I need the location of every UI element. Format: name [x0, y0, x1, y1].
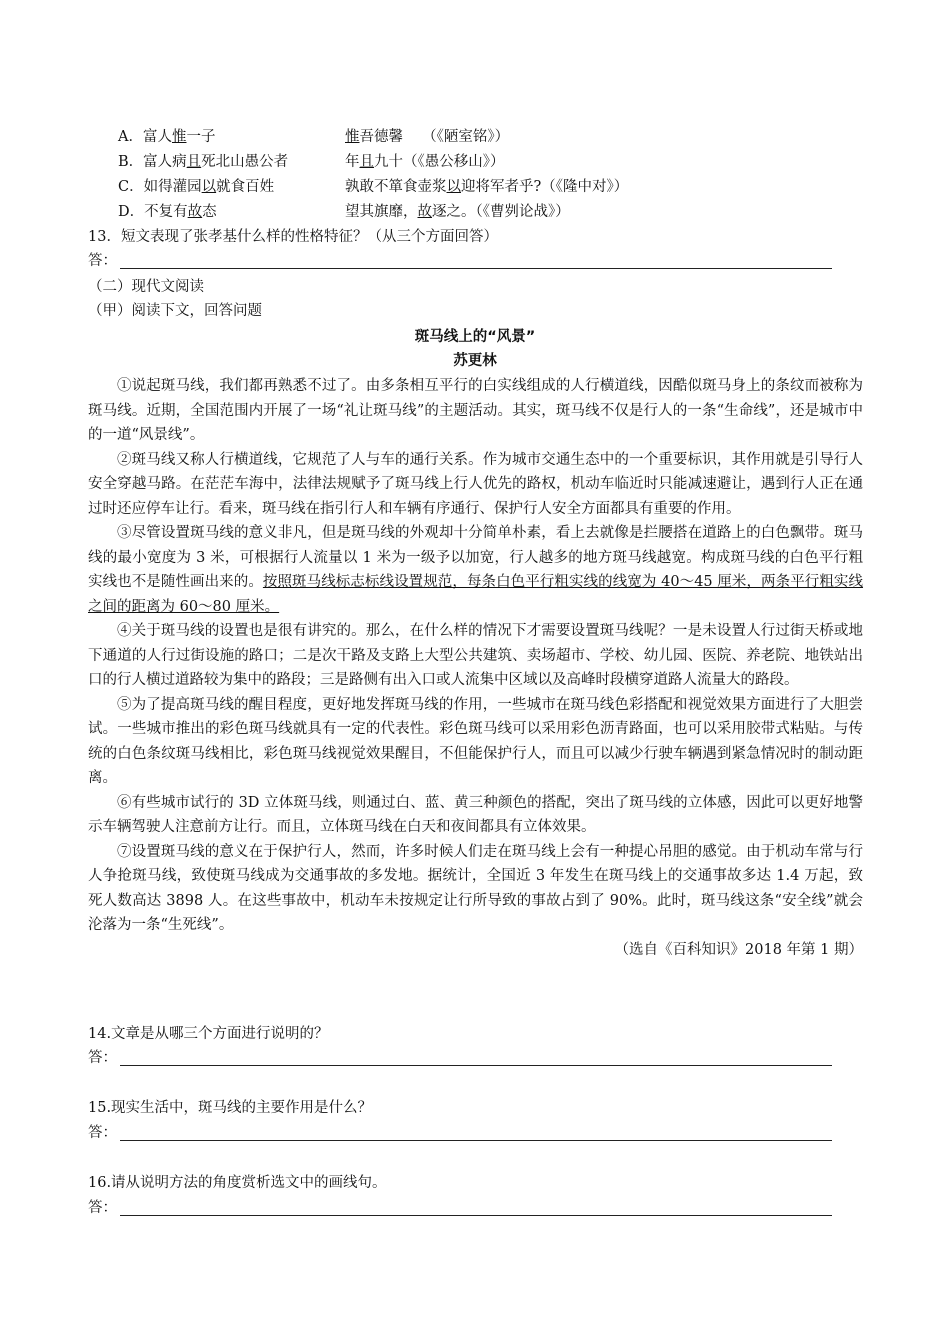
- paragraph-1: ①说起斑马线，我们都再熟悉不过了。由多条相互平行的白实线组成的人行横道线，因酷似斑马身上的条纹而被称为斑马线。近期，全国范围内开展了一场“礼让斑马线”的主题活动。其实，斑马线不仅是行人的一条“生命线”，还是城市中的一道“风景线”。: [88, 378, 863, 443]
- article-body: [88, 374, 863, 962]
- option-c-right: 孰敢不箪食壶浆以迎将军者乎?（《隆中对》）: [345, 179, 629, 195]
- paragraph-2: ②斑马线又称人行横道线，它规范了人与车的通行关系。作为城市交通生态中的一个重要标识，其作用就是引导行人安全穿越马路。在茫茫车海中，法律法规赋予了斑马线上行人优先的路权，机动车临近时只能减速避让，遇到行人正在通过时还应停车让行。看来，斑马线在指引行人和车辆有序通行、保护行人安全方面都具有重要的作用。: [88, 451, 863, 517]
- answer-label-14: 答：: [88, 1050, 117, 1066]
- option-c-left: C．如得灌园以就食百姓: [118, 179, 275, 195]
- answer-line-16[interactable]: [120, 1215, 832, 1216]
- section-heading: （二）现代文阅读: [88, 279, 204, 295]
- sub-section-heading: （甲）阅读下文，回答问题: [88, 303, 262, 319]
- paragraph-3: [88, 521, 863, 619]
- article-source: （选自《百科知识》2018 年第 1 期）: [614, 941, 863, 958]
- answer-label-15: 答：: [88, 1125, 117, 1141]
- option-b-right: 年且九十（《愚公移山》）: [345, 154, 505, 170]
- question-15: 15.现实生活中，斑马线的主要作用是什么？: [88, 1100, 373, 1116]
- answer-label-13: 答：: [88, 253, 117, 269]
- article-title: 斑马线上的“风景”: [414, 329, 536, 345]
- underlined-sentence: 按照斑马线标志标线设置规范，每条白色平行粗实线的线宽为 40～45 厘米，两条平行粗实线之间的距离为 60～80 厘米。: [88, 574, 864, 615]
- answer-line-15[interactable]: [120, 1140, 832, 1141]
- answer-label-16: 答：: [88, 1200, 117, 1216]
- question-14: 14.文章是从哪三个方面进行说明的？: [88, 1026, 329, 1042]
- article-author: 苏更林: [453, 353, 497, 369]
- option-d-right: 望其旗靡，故逐之。（《曹刿论战》）: [345, 204, 570, 220]
- paragraph-5: ⑤为了提高斑马线的醒目程度，更好地发挥斑马线的作用，一些城市在斑马线色彩搭配和视觉效果方面进行了大胆尝试。一些城市推出的彩色斑马线就具有一定的代表性。彩色斑马线可以采用彩色沥青路面，也可以采用胶带式粘贴。与传统的白色条纹斑马线相比，彩色斑马线视觉效果醒目，不但能保护行人，而且可以减少行驶车辆遇到紧急情况时的制动距离。: [88, 696, 863, 786]
- option-b-left: B．富人病且死北山愚公者: [118, 154, 289, 170]
- option-a-left: A．富人惟一子: [118, 129, 216, 145]
- option-d-left: D．不复有故态: [118, 204, 217, 220]
- paragraph-4: ④关于斑马线的设置也是很有讲究的。那么，在什么样的情况下才需要设置斑马线呢？一是未设置人行过街天桥或地下通道的人行过街设施的路口；二是次干路及支路上大型公共建筑、卖场超市、学校、幼儿园、医院、养老院、地铁站出口的行人横过道路较为集中的路段；三是路侧有出入口或人流集中区域以及高峰时段横穿道路人流量大的路段。: [88, 623, 863, 688]
- option-a-right: 惟吾德馨 （《陋室铭》）: [345, 129, 510, 145]
- question-13: 13．短文表现了张孝基什么样的性格特征？（从三个方面回答）: [88, 229, 498, 245]
- paragraph-3-text: ③尽管设置斑马线的意义非凡，但是斑马线的外观却十分简单朴素，看上去就像是拦腰搭在道路上的白色飘带。斑马线的最小宽度为 3 米，可根据行人流量以 1 米为一级予以加宽，行人越多的地方斑马线越宽。构成斑马线的白色平行粗实线也不是随性画出来的。: [88, 525, 863, 590]
- answer-line-14[interactable]: [120, 1065, 832, 1066]
- question-16: 16.请从说明方法的角度赏析选文中的画线句。: [88, 1175, 387, 1191]
- answer-line-13[interactable]: [120, 268, 832, 269]
- paragraph-7: ⑦设置斑马线的意义在于保护行人，然而，许多时候人们走在斑马线上会有一种提心吊胆的感觉。由于机动车常与行人争抢斑马线，致使斑马线成为交通事故的多发地。据统计，全国近 3 年发生在斑马线上的交通事故多达 1.4 万起，致死人数高达 3898 人。在这些事故中，机动车未按规定让行所导致的事故占到了 90%。此时，斑马线这条“安全线”就会沦落为一条“生死线”。: [88, 843, 863, 933]
- paragraph-6: ⑥有些城市试行的 3D 立体斑马线，则通过白、蓝、黄三种颜色的搭配，突出了斑马线的立体感，因此可以更好地警示车辆驾驶人注意前方让行。而且，立体斑马线在白天和夜间都具有立体效果。: [88, 794, 863, 835]
